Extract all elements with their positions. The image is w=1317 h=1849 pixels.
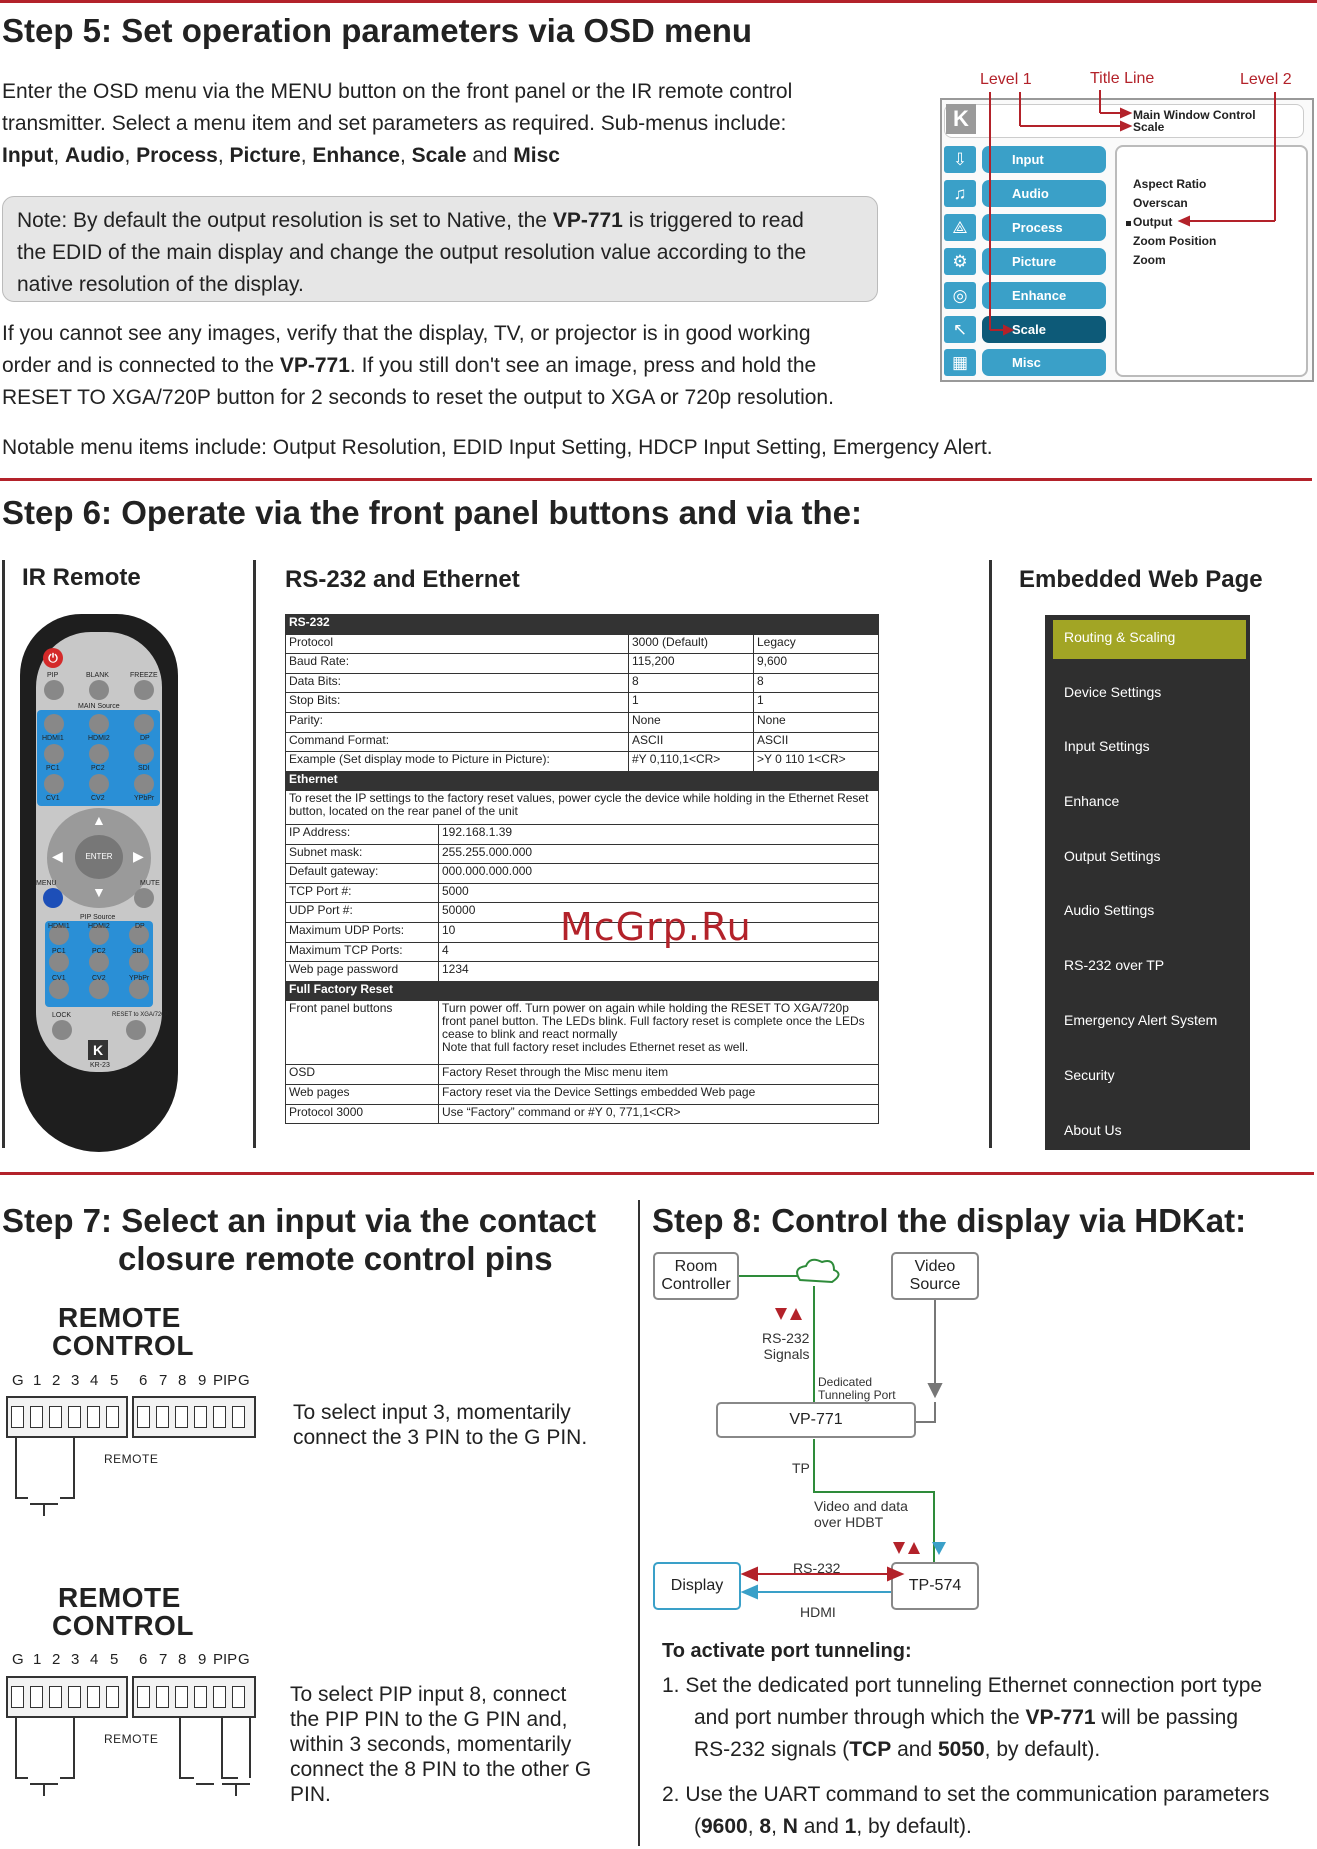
table-row: Default gateway: 000.000.000.000 — [286, 864, 879, 884]
blank-button[interactable] — [89, 680, 109, 700]
table-row: Protocol 3000 Use “Factory” command or #Y 0, 771,1<CR> — [286, 1104, 879, 1124]
main-hdmi2-button[interactable] — [89, 714, 109, 734]
rs232-signals-label: RS-232 Signals — [762, 1330, 810, 1362]
key-label: HDMI1 — [48, 923, 70, 930]
connector-label-1: REMOTE — [104, 1452, 159, 1466]
power-button-icon[interactable]: ⏻ — [43, 648, 63, 668]
pip-button[interactable] — [44, 680, 64, 700]
step7-instruction-1: To select input 3, momentarily connect the 3 PIN to the G PIN. — [293, 1401, 588, 1449]
table-row: Front panel buttons Turn power off. Turn power on again while holding the RESET TO XGA/720p front panel button. The LEDs blink. Full factory reset is complete once the LEDs cease to blink and react normally Note that full factory reset includes Ethernet reset as well. — [286, 1001, 879, 1065]
step5-troubleshoot: If you cannot see any images, verify that the display, TV, or projector is in good working order and is connected to the VP-771. If you still don't see an image, press and hold the RESET TO XGA/720P button for 2 seconds to reset the output to XGA or 720p resolution. — [2, 322, 834, 409]
reset-button[interactable] — [126, 1020, 146, 1040]
key-label: YPbPr — [134, 795, 155, 802]
key-label: SDI — [138, 765, 150, 772]
table-row: IP Address: 192.168.1.39 — [286, 825, 879, 845]
pip-ypbpr-button[interactable] — [129, 979, 149, 999]
web-menu-input-settings[interactable]: Input Settings — [1064, 738, 1150, 754]
note-box: Note: By default the output resolution is set to Native, the VP-771 is triggered to read the EDID of the main display and change the output resolution value according to the native resolution of the display. — [2, 196, 878, 302]
osd-item-output: Output — [1133, 215, 1173, 229]
osd-item-zoom: Zoom — [1133, 253, 1166, 267]
web-page-title: Embedded Web Page — [1019, 566, 1263, 593]
kramer-logo-icon: K — [946, 104, 976, 134]
hdmi-link-label: HDMI — [800, 1604, 836, 1620]
tunneling-step-1: 1. Set the dedicated port tunneling Ethernet connection port type and port number through which the VP-771 will be passing RS-232 signals (TCP and 5050, by default). — [662, 1674, 1263, 1761]
wire-diagram-1 — [0, 1420, 260, 1520]
main-pc2-button[interactable] — [89, 744, 109, 764]
picture-icon: ⚙ — [944, 248, 976, 275]
osd-tab-picture: Picture — [982, 248, 1106, 275]
rc-title-1-line2: CONTROL — [52, 1330, 194, 1361]
connector-label-2: REMOTE — [104, 1732, 159, 1746]
table-row: Stop Bits: 1 1 — [286, 693, 879, 713]
key-label: HDMI2 — [88, 735, 110, 742]
key-label: DP — [135, 923, 145, 930]
table-row: Baud Rate: 115,200 9,600 — [286, 654, 879, 674]
table-row: OSD Factory Reset through the Misc menu item — [286, 1065, 879, 1085]
table-row: UDP Port #: 50000 — [286, 903, 879, 923]
audio-icon: ♫ — [944, 180, 976, 207]
mute-label: MUTE — [140, 880, 160, 887]
table-row: Web page password 1234 — [286, 962, 879, 982]
osd-item-aspect-ratio: Aspect Ratio — [1133, 177, 1207, 191]
divider-mid1 — [253, 560, 256, 1148]
lock-label: LOCK — [52, 1012, 72, 1019]
ethernet-section-header: Ethernet — [286, 771, 879, 791]
web-menu-device-settings[interactable]: Device Settings — [1064, 684, 1162, 700]
tunneling-step-2: 2. Use the UART command to set the communication parameters (9600, 8, N and 1, by default). — [662, 1783, 1270, 1838]
main-sdi-button[interactable] — [134, 744, 154, 764]
osd-tab-enhance: Enhance — [982, 282, 1106, 309]
step5-title: Step 5: Set operation parameters via OSD menu — [2, 12, 753, 49]
osd-level1-label: Level 1 — [980, 71, 1032, 88]
rs232-title: RS-232 and Ethernet — [285, 566, 520, 593]
key-label: PC1 — [52, 948, 66, 955]
pip-sdi-button[interactable] — [129, 952, 149, 972]
menu-label: MENU — [36, 880, 57, 887]
menu-button[interactable] — [43, 888, 63, 908]
factory-reset-section-header: Full Factory Reset — [286, 981, 879, 1001]
osd-tab-audio: Audio — [982, 180, 1106, 207]
table-row: Protocol 3000 (Default) Legacy — [286, 634, 879, 654]
step6-rule — [0, 478, 1312, 481]
remote-label-freeze: FREEZE — [130, 672, 158, 679]
step8-title: Step 8: Control the display via HDKat: — [652, 1202, 1247, 1239]
process-icon: ⟁ — [944, 214, 976, 241]
rs232-ethernet-table — [285, 614, 879, 825]
table-row: Command Format: ASCII ASCII — [286, 732, 879, 752]
key-label: YPbPr — [129, 975, 150, 982]
web-menu-routing-scaling[interactable]: Routing & Scaling — [1064, 629, 1176, 645]
reset-label: RESET to XGA/720P — [112, 1012, 169, 1018]
hdbt-label: Video and data over HDBT — [814, 1498, 908, 1530]
remote-label-pip: PIP — [47, 672, 59, 679]
main-source-label: MAIN Source — [78, 703, 120, 710]
osd-tab-input: Input — [982, 146, 1106, 173]
down-arrow-icon[interactable]: ▼ — [92, 884, 106, 900]
dedicated-port-label: Dedicated Tunneling Port — [818, 1375, 896, 1402]
room-controller-box: Room Controller — [653, 1252, 739, 1300]
osd-title-sub: Scale — [1133, 120, 1165, 134]
key-label: CV1 — [46, 795, 60, 802]
table-row: Data Bits: 8 8 — [286, 673, 879, 693]
rc-title-2-line1: REMOTE — [58, 1582, 181, 1613]
rc-title-1-line1: REMOTE — [58, 1302, 181, 1333]
osd-level2-label: Level 2 — [1240, 71, 1292, 88]
activate-heading: To activate port tunneling: — [662, 1640, 912, 1662]
pip-pc1-button[interactable] — [49, 952, 69, 972]
ethernet-table — [285, 824, 879, 1124]
pip-source-label: PIP Source — [80, 914, 116, 921]
rs232-section-header: RS-232 — [286, 615, 879, 635]
enhance-icon: ◎ — [944, 282, 976, 309]
step7-rule — [0, 1172, 1314, 1175]
key-label: SDI — [132, 948, 144, 955]
tp-label: TP — [792, 1460, 810, 1476]
remote-label-blank: BLANK — [86, 672, 109, 679]
osd-callout-lines — [0, 0, 1317, 400]
wire-diagram-2 — [0, 1700, 260, 1810]
remote-model: KR-23 — [90, 1062, 110, 1069]
main-dp-button[interactable] — [134, 714, 154, 734]
osd-item-zoom-position: Zoom Position — [1133, 234, 1217, 248]
web-menu-enhance[interactable]: Enhance — [1064, 793, 1120, 809]
key-label: PC1 — [46, 765, 60, 772]
watermark: McGrp.Ru — [560, 905, 752, 949]
osd-title-main: Main Window Control — [1133, 108, 1256, 122]
key-label: CV2 — [91, 795, 105, 802]
osd-tab-misc: Misc — [982, 349, 1106, 376]
key-label: HDMI1 — [42, 735, 64, 742]
lock-button[interactable] — [52, 1020, 72, 1040]
misc-icon: ▦ — [944, 349, 976, 376]
freeze-button[interactable] — [134, 680, 154, 700]
divider-mid2 — [989, 560, 992, 1148]
rc-title-2-line2: CONTROL — [52, 1610, 194, 1641]
table-row: Example (Set display mode to Picture in Picture): #Y 0,110,1<CR> >Y 0 110 1<CR> — [286, 752, 879, 772]
ir-remote-title: IR Remote — [22, 564, 141, 591]
step7-title-line1: Step 7: Select an input via the contact — [2, 1202, 597, 1239]
pip-cv1-button[interactable] — [49, 979, 69, 999]
divider-left — [2, 560, 5, 1148]
osd-title-line-label: Title Line — [1090, 70, 1155, 87]
table-row: Web pages Factory reset via the Device Settings embedded Web page — [286, 1084, 879, 1104]
key-label: CV2 — [92, 975, 106, 982]
scale-icon: ↖ — [944, 316, 976, 343]
web-menu-rs232-over-tp[interactable]: RS-232 over TP — [1064, 957, 1165, 973]
tp574-box: TP-574 — [891, 1562, 979, 1610]
enter-button[interactable]: ENTER — [75, 835, 123, 879]
main-cv2-button[interactable] — [89, 774, 109, 794]
display-box: Display — [653, 1562, 741, 1610]
web-menu-security[interactable]: Security — [1064, 1067, 1115, 1083]
mute-button[interactable] — [134, 888, 154, 908]
right-arrow-icon[interactable]: ▶ — [133, 848, 144, 864]
submenu-list: Input, Audio, Process, Picture, Enhance, Scale and Misc — [2, 144, 560, 167]
key-label: PC2 — [91, 765, 105, 772]
key-label: CV1 — [52, 975, 66, 982]
table-row: Subnet mask: 255.255.000.000 — [286, 844, 879, 864]
table-row: To reset the IP settings to the factory reset values, power cycle the device while holding in the Ethernet Reset button, located on the rear panel of the unit — [286, 791, 879, 825]
key-label: DP — [140, 735, 150, 742]
osd-item-overscan: Overscan — [1133, 196, 1188, 210]
rs232-link-label: RS-232 — [793, 1560, 841, 1576]
main-ypbpr-button[interactable] — [134, 774, 154, 794]
step6-title: Step 6: Operate via the front panel buttons and via the: — [2, 494, 862, 531]
table-row: Maximum UDP Ports: 10 — [286, 922, 879, 942]
pin-labels-1: G 1 2 3 4 5 6 7 8 9 PIP G — [12, 1372, 250, 1389]
left-arrow-icon[interactable]: ◀ — [52, 848, 63, 864]
vp771-box: VP-771 — [716, 1402, 916, 1438]
hdkat-diagram — [640, 1240, 980, 1630]
key-label: HDMI2 — [88, 923, 110, 930]
table-row: Maximum TCP Ports: 4 — [286, 942, 879, 962]
table-row: TCP Port #: 5000 — [286, 883, 879, 903]
up-arrow-icon[interactable]: ▲ — [92, 812, 106, 828]
main-cv1-button[interactable] — [44, 774, 64, 794]
pip-cv2-button[interactable] — [89, 979, 109, 999]
web-menu-emergency-alert[interactable]: Emergency Alert System — [1064, 1012, 1218, 1028]
key-label: PC2 — [92, 948, 106, 955]
step5-intro: Enter the OSD menu via the MENU button on the front panel or the IR remote control transmitter. Select a menu item and set parameters as required. Sub-menus include: Input, Audio, Process, Picture, Enhance, Scale and Misc — [2, 76, 902, 172]
input-icon: ⇩ — [944, 146, 976, 173]
osd-tab-scale: Scale — [982, 316, 1106, 343]
notable-items: Notable menu items include: Output Resolution, EDID Input Setting, HDCP Input Setting, Emergency Alert. — [2, 436, 993, 459]
web-menu-output-settings[interactable]: Output Settings — [1064, 848, 1161, 864]
main-hdmi1-button[interactable] — [44, 714, 64, 734]
pip-pc2-button[interactable] — [89, 952, 109, 972]
step7-instruction-2: To select PIP input 8, connect the PIP PIN to the G PIN and, within 3 seconds, momentarily connect the 8 PIN to the other G PIN. — [290, 1683, 592, 1806]
main-pc1-button[interactable] — [44, 744, 64, 764]
video-source-box: Video Source — [891, 1252, 979, 1300]
pin-labels-2: G 1 2 3 4 5 6 7 8 9 PIP G — [12, 1651, 250, 1668]
osd-tab-process: Process — [982, 214, 1106, 241]
step7-title-line2: closure remote control pins — [118, 1240, 553, 1277]
table-row: Parity: None None — [286, 712, 879, 732]
web-menu-about-us[interactable]: About Us — [1064, 1122, 1122, 1138]
remote-kramer-logo-icon: K — [88, 1040, 108, 1060]
web-menu-audio-settings[interactable]: Audio Settings — [1064, 902, 1155, 918]
